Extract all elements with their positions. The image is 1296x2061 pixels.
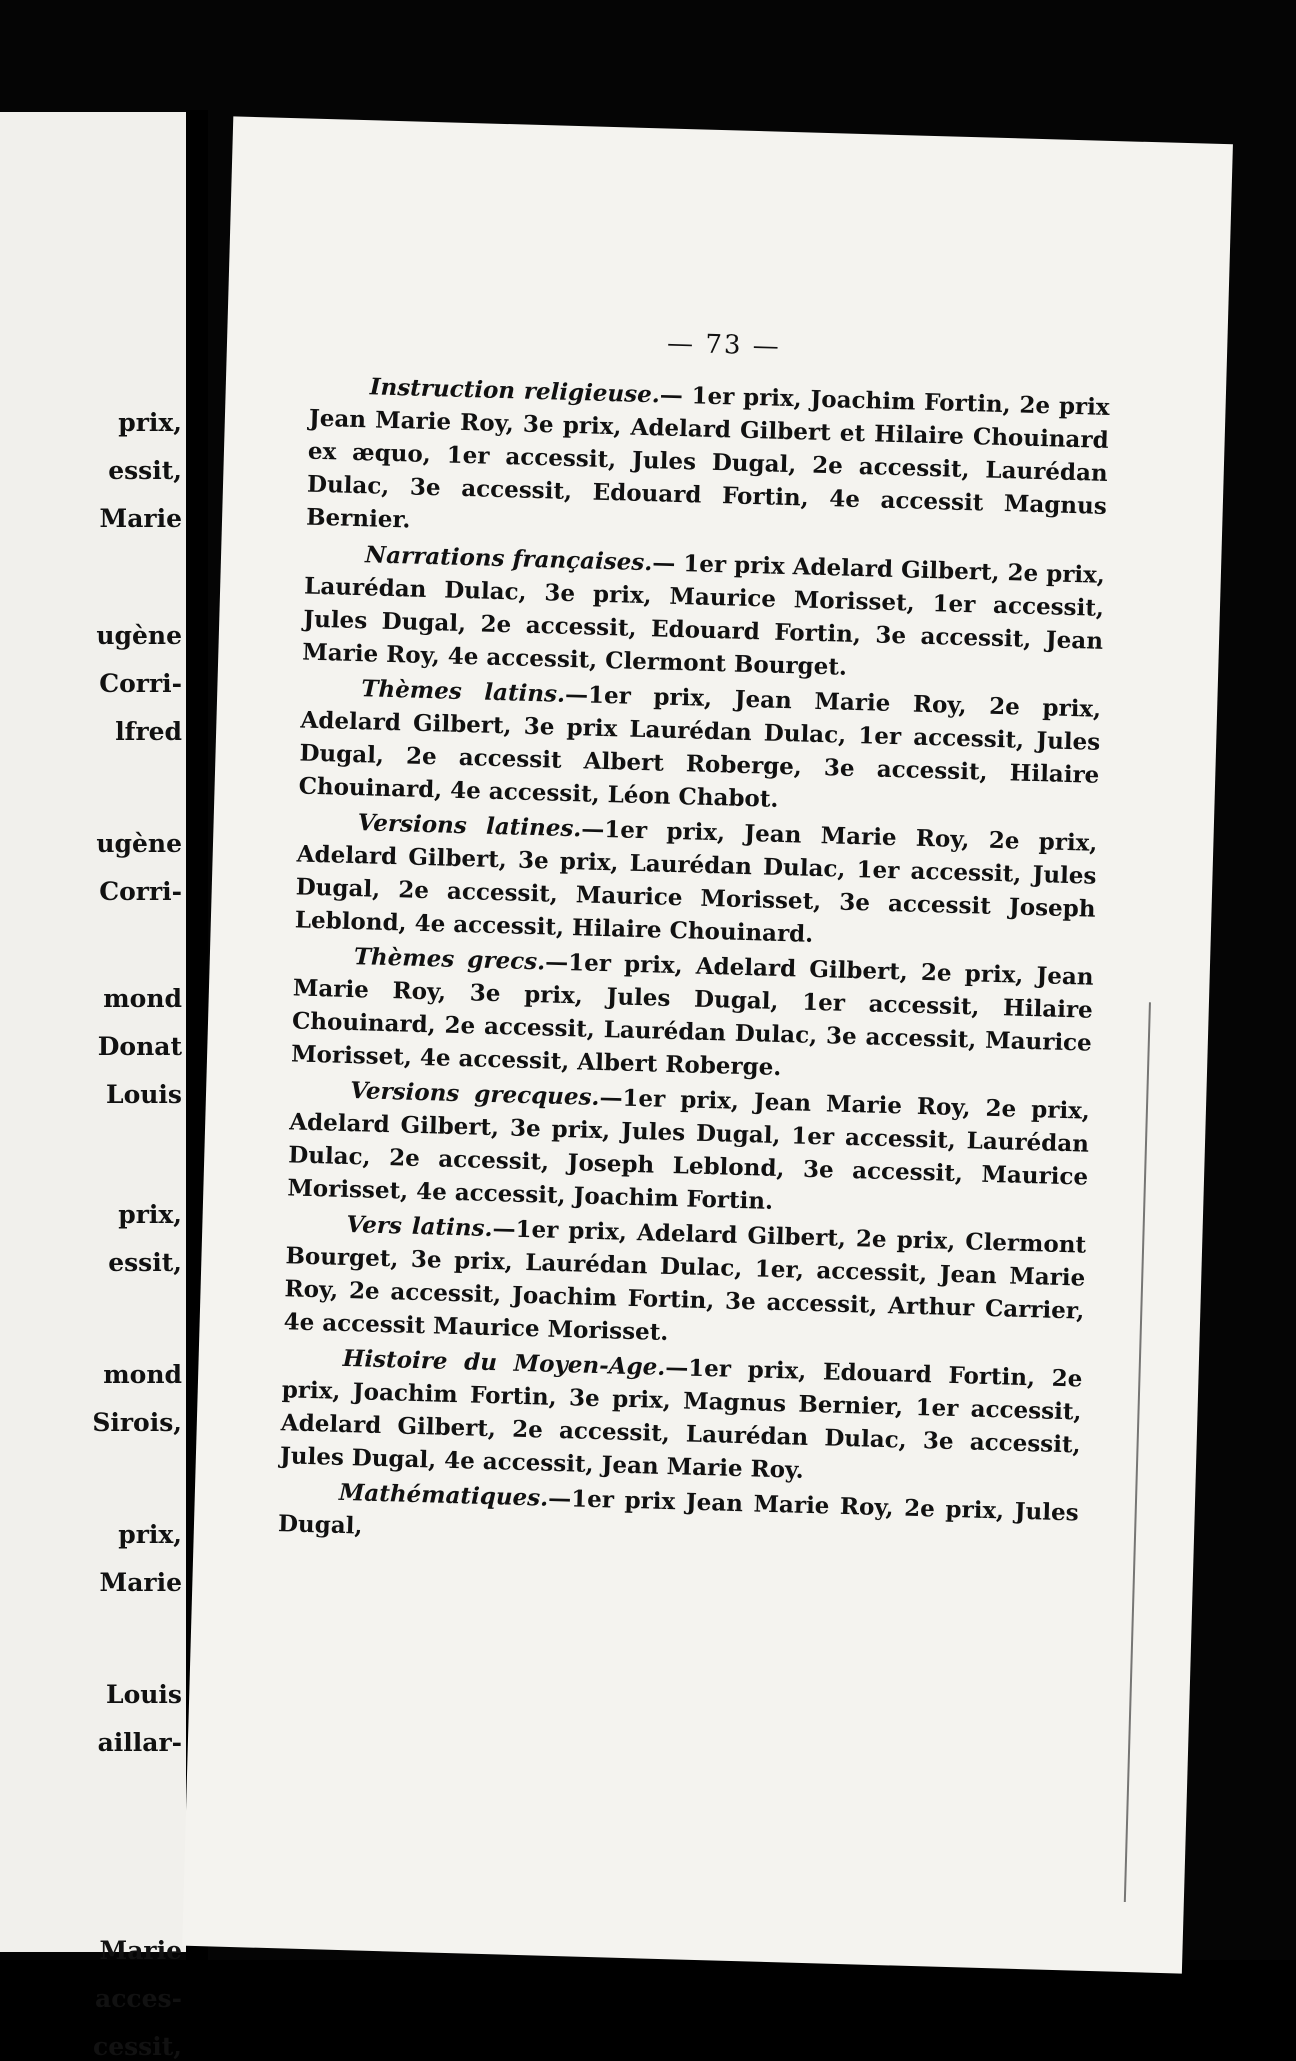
paragraph-body: —1er prix, Jean Marie Roy, 2e prix, Adelard Gilbert, 3e prix, Laurédan Dulac, 1er accessit, Jules Dugal, 2e accessit, Maurice Morisset, 3e accessit Joseph Leblond, 4e accessit, Hilaire Chouinard. [294, 815, 1098, 948]
left-page-text-fragment: prix, [118, 408, 182, 437]
left-page-text-fragment: Corri- [99, 668, 182, 698]
left-page-text-fragment: cessit, [92, 2032, 182, 2061]
paragraph-heading: Thèmes latins. [361, 675, 566, 708]
paragraph-body: — 1er prix Adelard Gilbert, 2e prix, Laurédan Dulac, 3e prix, Maurice Morisset, 1er accessit, Jules Dugal, 2e accessit, Edouard Fortin, 3e accessit, Jean Marie Roy, 4e accessit, Clermont Bourget. [302, 549, 1106, 681]
paragraph-body: —1er prix, Adelard Gilbert, 2e prix, Jean Marie Roy, 3e prix, Jules Dugal, 1er accessit, Hilaire Chouinard, 2e accessit, Laurédan Dulac, 3e accessit, Maurice Morisset, 4e accessit, Albert Roberge. [290, 948, 1095, 1082]
left-page-text-fragment: aillar- [97, 1728, 182, 1757]
page-73 [182, 116, 1233, 1973]
left-page-text-fragment: Corri- [99, 876, 182, 906]
paragraph-body: — 1er prix, Joachim Fortin, 2e prix Jean Marie Roy, 3e prix, Adelard Gilbert et Hilaire Chouinard ex æquo, 1er accessit, Jules Dugal, 2e accessit, Laurédan Dulac, 3e accessit, Edouard Fortin, 4e accessit Magnus Bernier. [305, 381, 1110, 534]
paragraph-instruction-religieuse [306, 369, 1110, 556]
left-page-text-fragment: Sirois, [92, 1408, 182, 1437]
page-edge-line [1124, 1002, 1151, 1902]
left-page-text-fragment: Marie [99, 1936, 182, 1965]
paragraph-heading: Vers latins. [346, 1210, 493, 1243]
paragraph-histoire-moyen-age [279, 1340, 1082, 1494]
paragraph-heading: Instruction religieuse. [369, 373, 661, 409]
left-page-text-fragment: ugène [96, 620, 182, 650]
left-page-text-fragment: Marie [99, 504, 182, 533]
paragraph-vers-latins [283, 1206, 1086, 1360]
left-page-text-fragment: prix, [118, 1200, 182, 1229]
paragraph-body: —1er prix, Adelard Gilbert, 2e prix, Clermont Bourget, 3e prix, Laurédan Dulac, 1er, accessit, Jean Marie Roy, 2e accessit, Joachim Fortin, 3e accessit, Arthur Carrier, 4e accessit Maurice Morisset. [283, 1215, 1087, 1347]
paragraph-themes-latins [298, 671, 1101, 825]
left-page-text-fragment: lfred [115, 716, 182, 746]
left-page-text-fragment: Louis [105, 1680, 182, 1709]
paragraph-heading: Mathématiques. [338, 1478, 549, 1512]
left-page-text-fragment: essit, [108, 456, 182, 485]
left-page-text-fragment: Donat [97, 1032, 182, 1061]
left-page-text-fragment: essit, [108, 1248, 182, 1277]
paragraph-heading: Thèmes grecs. [353, 943, 546, 976]
left-page-fragment [0, 112, 186, 2061]
paragraph-body: —1er prix, Jean Marie Roy, 2e prix, Adelard Gilbert, 3e prix Laurédan Dulac, 1er accessit, Jules Dugal, 2e accessit Albert Roberge, 3e accessit, Hilaire Chouinard, 4e accessit, Léon Chabot. [298, 680, 1102, 813]
left-page-text-fragment: prix, [118, 1520, 182, 1549]
paragraph-versions-latines [294, 804, 1097, 958]
left-page-text-fragment: Louis [105, 1080, 182, 1109]
paragraph-narrations-francaises [302, 537, 1105, 691]
left-page-text-fragment: ugène [96, 828, 182, 858]
left-page-text-fragment: Marie [99, 1568, 182, 1597]
paragraph-themes-grecs [291, 938, 1094, 1092]
left-page-text-fragment: mond [103, 1360, 182, 1389]
paragraph-body: —1er prix Jean Marie Roy, 2e prix, Jules Dugal, [277, 1484, 1080, 1540]
paragraph-heading: Versions latines. [357, 809, 582, 843]
paragraph-versions-grecques [287, 1072, 1090, 1226]
page-number: — 73 — [666, 328, 782, 362]
paragraph-heading: Versions grecques. [349, 1077, 600, 1111]
left-page-text-fragment: acces- [95, 1984, 182, 2013]
paragraph-heading: Histoire du Moyen-Age. [342, 1344, 666, 1381]
paragraph-body: —1er prix, Edouard Fortin, 2e prix, Joachim Fortin, 3e prix, Magnus Bernier, 1er accessit, Adelard Gilbert, 2e accessit, Laurédan Dulac, 3e accessit, Jules Dugal, 4e accessit, Jean Marie Roy. [279, 1353, 1083, 1484]
paragraph-body: —1er prix, Jean Marie Roy, 2e prix, Adelard Gilbert, 3e prix, Jules Dugal, 1er accessit, Laurédan Dulac, 2e accessit, Joseph Leblond, 3e accessit, Maurice Morisset, 4e accessit, Joachim Fortin. [287, 1084, 1091, 1215]
left-page-text-fragment: mond [103, 984, 182, 1013]
paragraph-heading: Narrations françaises. [364, 541, 653, 577]
